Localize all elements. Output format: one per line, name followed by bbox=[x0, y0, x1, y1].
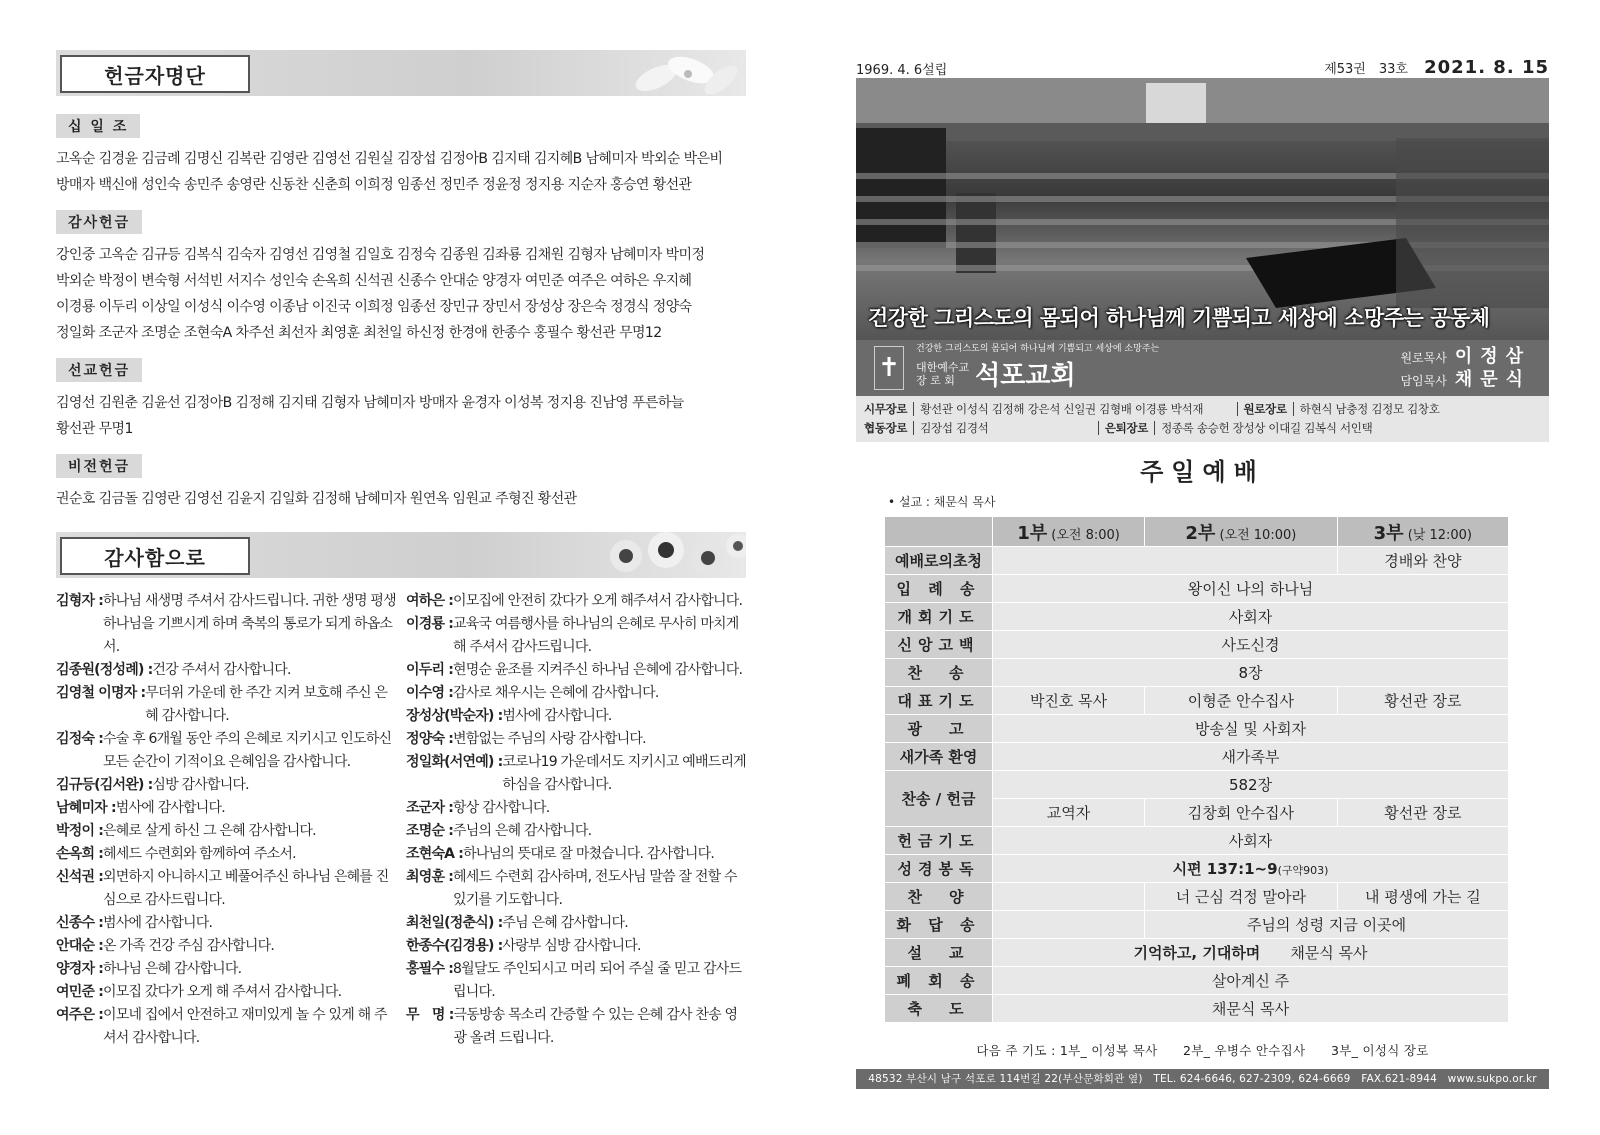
table-cell: 새가족부 bbox=[993, 743, 1509, 771]
mission-offering-title: 선교헌금 bbox=[56, 358, 142, 382]
offering-header-title: 헌금자명단 bbox=[60, 55, 250, 93]
flower-decoration-icon bbox=[596, 50, 746, 96]
gratitude-text: 하나님 은혜 감사합니다. bbox=[103, 961, 242, 977]
gratitude-entry bbox=[56, 1004, 396, 1050]
scripture-reference: 시편 137:1~9 bbox=[1172, 860, 1278, 878]
table-cell: 교역자 bbox=[993, 799, 1145, 827]
header-service-3: 3부 (낮 12:00) bbox=[1337, 517, 1508, 547]
table-row bbox=[885, 603, 1509, 631]
emeritus-elders: 하현식 남충정 김정모 김창호 bbox=[1299, 402, 1440, 416]
denomination bbox=[916, 361, 969, 387]
gratitude-entry bbox=[56, 866, 396, 912]
gratitude-name: 장성상(박순자) : bbox=[406, 708, 503, 724]
gratitude-text: 수술 후 6개월 동안 주의 은혜로 지키시고 인도하신 모든 순간이 기적이요 은혜임을 감사합니다. bbox=[103, 731, 392, 770]
thanks-offering-section bbox=[56, 204, 746, 346]
gratitude-entry bbox=[406, 613, 746, 659]
thanks-offering-names bbox=[56, 242, 746, 346]
header-service-1: 1부 (오전 8:00) bbox=[993, 517, 1145, 547]
row-label: 입 례 송 bbox=[885, 575, 993, 603]
row-label: 화 답 송 bbox=[885, 911, 993, 939]
cross-icon: ✝ bbox=[874, 346, 904, 390]
gratitude-entry bbox=[56, 981, 396, 1004]
gratitude-text: 건강 주셔서 감사합니다. bbox=[152, 662, 291, 678]
gratitude-text: 온 가족 건강 주심 감사합니다. bbox=[103, 938, 274, 954]
gratitude-header-title: 감사함으로 bbox=[60, 537, 250, 575]
gratitude-name: 신종수 : bbox=[56, 915, 104, 931]
names-line: 이경룡 이두리 이상일 이성식 이수영 이종남 이진국 이희정 임종선 장민규 장민서 장성상 장은숙 정경식 정양숙 bbox=[56, 299, 692, 315]
table-cell: 왕이신 나의 하나님 bbox=[993, 575, 1509, 603]
tithe-title: 십 일 조 bbox=[56, 114, 140, 138]
gratitude-text: 이모집에 안전히 갔다가 오게 해주셔서 감사합니다. bbox=[453, 593, 743, 609]
table-row bbox=[885, 911, 1509, 939]
table-cell: 8장 bbox=[993, 659, 1509, 687]
gratitude-entry bbox=[56, 659, 396, 682]
bulletin-topline bbox=[856, 52, 1549, 78]
gratitude-column-2 bbox=[406, 590, 746, 1050]
gratitude-name: 김정숙 : bbox=[56, 731, 104, 747]
table-cell: 황선관 장로 bbox=[1337, 799, 1508, 827]
tithe-names bbox=[56, 146, 746, 198]
scripture-page: (구약903) bbox=[1277, 864, 1329, 877]
gratitude-name: 여주은 : bbox=[56, 1007, 104, 1023]
gratitude-text: 극동방송 목소리 간증할 수 있는 은혜 감사 찬송 영광 올려 드립니다. bbox=[453, 1007, 738, 1046]
assoc-elders: 김장섭 김경석 bbox=[920, 421, 989, 435]
gratitude-name: 여민준 : bbox=[56, 984, 104, 1000]
mission-offering-section bbox=[56, 352, 746, 442]
left-page bbox=[56, 50, 746, 1050]
table-row bbox=[885, 687, 1509, 715]
row-label: 축 도 bbox=[885, 995, 993, 1023]
gratitude-text: 하나님 새생명 주셔서 감사드립니다. 귀한 생명 평생 하나님을 기쁘시게 하며 축복의 통로가 되게 하옵소서. bbox=[103, 593, 396, 655]
denomination-line: 장 로 회 bbox=[916, 373, 955, 387]
gratitude-entry bbox=[406, 797, 746, 820]
retired-elders: 정종록 송승헌 장성상 이대길 김복식 서인택 bbox=[1161, 421, 1373, 435]
table-cell: 너 근심 걱정 말아라 bbox=[1145, 883, 1338, 911]
building-offering-names bbox=[56, 486, 746, 512]
congregation-photo-image bbox=[856, 78, 1549, 340]
gratitude-entry bbox=[56, 797, 396, 820]
table-row bbox=[885, 547, 1509, 575]
emeritus-pastor-label: 원로목사 bbox=[1400, 351, 1447, 365]
table-cell: 황선관 장로 bbox=[1337, 687, 1508, 715]
volume-number: 제53권 33호 bbox=[1324, 62, 1408, 77]
gratitude-name: 정일화(서연예) : bbox=[406, 754, 503, 770]
table-cell: 사회자 bbox=[993, 603, 1509, 631]
names-line: 김영선 김원춘 김윤선 김정아B 김정해 김지태 김형자 남혜미자 방매자 윤경자 이성복 정지용 진남영 푸른하늘 bbox=[56, 395, 684, 411]
gratitude-header bbox=[56, 532, 746, 578]
header-service-2: 2부 (오전 10:00) bbox=[1145, 517, 1338, 547]
row-label: 신앙고백 bbox=[885, 631, 993, 659]
gratitude-text: 심방 감사합니다. bbox=[152, 777, 249, 793]
gratitude-name: 조현숙A : bbox=[406, 846, 464, 862]
table-cell: 김창회 안수집사 bbox=[1145, 799, 1338, 827]
gratitude-name: 김종원(정성례) : bbox=[56, 662, 153, 678]
sermon-title: 기억하고, 기대하며 bbox=[1133, 944, 1261, 962]
gratitude-name: 최천일(정춘식) : bbox=[406, 915, 503, 931]
table-row bbox=[885, 659, 1509, 687]
table-cell bbox=[993, 855, 1509, 883]
names-line: 정일화 조군자 조명순 조현숙A 차주선 최선자 최영훈 최천일 하신정 한경애 한종수 홍필수 황선관 무명12 bbox=[56, 325, 662, 341]
table-cell: 582장 bbox=[993, 771, 1509, 799]
gratitude-name: 이수영 : bbox=[406, 685, 454, 701]
gratitude-entry bbox=[406, 843, 746, 866]
table-cell: 방송실 및 사회자 bbox=[993, 715, 1509, 743]
gratitude-text: 은혜로 살게 하신 그 은혜 감사합니다. bbox=[103, 823, 316, 839]
senior-pastor-name: 채문식 bbox=[1454, 369, 1531, 390]
assoc-elders-label: 협동장로 bbox=[864, 421, 908, 435]
gratitude-name: 한종수(김경용) : bbox=[406, 938, 503, 954]
retired-elders-label: 은퇴장로 bbox=[1104, 421, 1149, 435]
gratitude-text: 하나님의 뜻대로 잘 마쳤습니다. 감사합니다. bbox=[463, 846, 715, 862]
denomination-line: 대한예수교 bbox=[916, 360, 970, 374]
table-cell: 사회자 bbox=[993, 827, 1509, 855]
gratitude-name: 남혜미자 : bbox=[56, 800, 116, 816]
gratitude-list bbox=[56, 590, 746, 1050]
gratitude-name: 신석권 : bbox=[56, 869, 104, 885]
gratitude-text: 사랑부 심방 감사합니다. bbox=[502, 938, 641, 954]
table-row bbox=[885, 743, 1509, 771]
church-contact-footer: 48532 부산시 남구 석포로 114번길 22(부산문화회관 옆) TEL. 624-6646, 627-2309, 624-6669 FAX.621-8944 www.sukpo.or.kr bbox=[856, 1069, 1549, 1089]
gratitude-name: 박정이 : bbox=[56, 823, 104, 839]
table-row bbox=[885, 967, 1509, 995]
gratitude-text: 외면하지 아니하시고 베풀어주신 하나님 은혜를 진심으로 감사드립니다. bbox=[103, 869, 389, 908]
gratitude-text: 헤세드 수련회 감사하며, 전도사님 말씀 잘 전할 수 있기를 기도합니다. bbox=[453, 869, 737, 908]
gratitude-name: 최영훈 : bbox=[406, 869, 454, 885]
gratitude-name: 홍필수 : bbox=[406, 961, 454, 977]
header-empty bbox=[885, 517, 993, 547]
table-row bbox=[885, 771, 1509, 799]
gratitude-entry bbox=[56, 728, 396, 774]
gratitude-entry bbox=[406, 820, 746, 843]
row-label: 성경봉독 bbox=[885, 855, 993, 883]
table-cell: 이형준 안수집사 bbox=[1145, 687, 1338, 715]
table-cell bbox=[993, 883, 1145, 911]
gratitude-entry bbox=[56, 820, 396, 843]
church-slogan: 건강한 그리스도의 몸되어 하나님께 기쁨되고 세상에 소망주는 공동체 bbox=[868, 306, 1490, 330]
gratitude-entry bbox=[406, 705, 746, 728]
gratitude-name: 김영철 이명자 : bbox=[56, 685, 146, 701]
active-elders: 황선관 이성식 김정해 강은석 신일권 김형배 이경룡 박석재 bbox=[920, 402, 1204, 416]
table-row bbox=[885, 995, 1509, 1023]
gratitude-name: 무 명 : bbox=[406, 1007, 454, 1023]
right-page bbox=[856, 52, 1549, 1089]
gratitude-entry bbox=[56, 590, 396, 659]
row-label: 찬송 / 헌금 bbox=[885, 771, 993, 827]
names-line: 박외순 박정이 변숙형 서석빈 서지수 성인숙 손옥희 신석권 신종수 안대순 양경자 여민준 여주은 여하은 우지혜 bbox=[56, 273, 692, 289]
preacher-note: • 설교 : 채문식 목사 bbox=[888, 495, 996, 509]
gratitude-entry bbox=[56, 843, 396, 866]
founded-date: 1969. 4. 6설립 bbox=[856, 63, 948, 78]
table-row bbox=[885, 939, 1509, 967]
table-header-row bbox=[885, 517, 1509, 547]
gratitude-text: 범사에 감사합니다. bbox=[502, 708, 612, 724]
gratitude-entry bbox=[406, 1004, 746, 1050]
names-line: 황선관 무명1 bbox=[56, 421, 133, 437]
row-label: 예배로의초청 bbox=[885, 547, 993, 575]
gratitude-text: 8월달도 주인되시고 머리 되어 주실 줄 믿고 감사드립니다. bbox=[453, 961, 742, 1000]
names-line: 권순호 김금돌 김영란 김영선 김윤지 김일화 김정해 남혜미자 원연옥 임원교 주형진 황선관 bbox=[56, 491, 577, 507]
gratitude-text: 무더위 가운데 한 주간 지켜 보호해 주신 은혜 감사합니다. bbox=[145, 685, 388, 724]
tithe-section bbox=[56, 108, 746, 198]
gratitude-text: 주님 은혜 감사합니다. bbox=[502, 915, 628, 931]
gratitude-entry bbox=[56, 774, 396, 797]
row-label: 설 교 bbox=[885, 939, 993, 967]
denomination-block bbox=[916, 344, 1159, 392]
table-cell: 주님의 성령 지금 이곳에 bbox=[1145, 911, 1509, 939]
worship-order-table bbox=[884, 516, 1509, 1023]
gratitude-text: 범사에 감사합니다. bbox=[103, 915, 213, 931]
thanks-offering-title: 감사헌금 bbox=[56, 210, 142, 234]
table-cell bbox=[993, 911, 1145, 939]
gratitude-name: 조명순 : bbox=[406, 823, 454, 839]
table-cell: 박진호 목사 bbox=[993, 687, 1145, 715]
gratitude-text: 감사로 채우시는 은혜에 감사합니다. bbox=[453, 685, 659, 701]
gratitude-text: 범사에 감사합니다. bbox=[115, 800, 225, 816]
table-row bbox=[885, 827, 1509, 855]
building-offering-section bbox=[56, 448, 746, 512]
gratitude-text: 항상 감사합니다. bbox=[453, 800, 550, 816]
active-elders-label: 시무장로 bbox=[864, 402, 908, 416]
gratitude-entry bbox=[406, 682, 746, 705]
gratitude-name: 손옥희 : bbox=[56, 846, 104, 862]
gratitude-entry bbox=[406, 728, 746, 751]
gratitude-text: 헤세드 수련회와 함께하여 주소서. bbox=[103, 846, 296, 862]
table-row bbox=[885, 575, 1509, 603]
issue-info bbox=[1324, 57, 1549, 78]
pastors bbox=[1400, 346, 1531, 392]
row-label: 개회기도 bbox=[885, 603, 993, 631]
gratitude-entry bbox=[406, 912, 746, 935]
gratitude-name: 조군자 : bbox=[406, 800, 454, 816]
elders-list bbox=[856, 396, 1549, 442]
table-cell: 경배와 찬양 bbox=[1337, 547, 1508, 575]
emeritus-elders-label: 원로장로 bbox=[1243, 402, 1287, 416]
gratitude-text: 주님의 은혜 감사합니다. bbox=[453, 823, 592, 839]
gratitude-name: 이두리 : bbox=[406, 662, 454, 678]
next-week-prayer: 다음 주 기도 : 1부_ 이성복 목사 2부_ 우병수 안수집사 3부_ 이성식 장로 bbox=[976, 1043, 1429, 1058]
gratitude-entry bbox=[406, 866, 746, 912]
gratitude-name: 여하은 : bbox=[406, 593, 454, 609]
offering-header bbox=[56, 50, 746, 96]
church-banner bbox=[856, 340, 1549, 396]
sunflower-decoration-icon bbox=[596, 532, 746, 578]
gratitude-name: 안대순 : bbox=[56, 938, 104, 954]
row-label: 대표기도 bbox=[885, 687, 993, 715]
table-cell: 사도신경 bbox=[993, 631, 1509, 659]
names-line: 방매자 백신애 성인숙 송민주 송영란 신동찬 신춘희 이희정 임종선 정민주 정윤정 정지용 지순자 홍승연 황선관 bbox=[56, 177, 692, 193]
banner-motto: 건강한 그리스도의 몸되어 하나님께 기쁨되고 세상에 소망주는 bbox=[916, 344, 1160, 354]
gratitude-text: 이모집 갔다가 오게 해 주셔서 감사합니다. bbox=[103, 984, 342, 1000]
emeritus-pastor-name: 이정삼 bbox=[1454, 346, 1531, 367]
table-cell bbox=[993, 939, 1509, 967]
names-line: 고옥순 김경윤 김금례 김명신 김복란 김영란 김영선 김원실 김장섭 김정아B 김지태 김지혜B 남혜미자 박외순 박은비 bbox=[56, 151, 723, 167]
gratitude-entry bbox=[56, 935, 396, 958]
church-name: 석포교회 bbox=[975, 361, 1076, 391]
gratitude-entry bbox=[56, 958, 396, 981]
row-label: 폐 회 송 bbox=[885, 967, 993, 995]
row-label: 찬 송 bbox=[885, 659, 993, 687]
gratitude-text: 교육국 여름행사를 하나님의 은혜로 무사히 마치게 해 주셔서 감사드립니다. bbox=[453, 616, 739, 655]
gratitude-column-1 bbox=[56, 590, 396, 1050]
table-row bbox=[885, 883, 1509, 911]
gratitude-name: 김형자 : bbox=[56, 593, 104, 609]
table-row bbox=[885, 715, 1509, 743]
bulletin-date: 2021. 8. 15 bbox=[1424, 57, 1549, 78]
table-cell: 채문식 목사 bbox=[993, 995, 1509, 1023]
gratitude-name: 정양숙 : bbox=[406, 731, 454, 747]
gratitude-name: 양경자 : bbox=[56, 961, 104, 977]
gratitude-entry bbox=[406, 751, 746, 797]
row-label: 찬 양 bbox=[885, 883, 993, 911]
table-cell: 내 평생에 가는 길 bbox=[1337, 883, 1508, 911]
building-offering-title: 비전헌금 bbox=[56, 454, 142, 478]
congregation-photo bbox=[856, 78, 1549, 340]
gratitude-entry bbox=[406, 958, 746, 1004]
gratitude-name: 이경룡 : bbox=[406, 616, 454, 632]
mission-offering-names bbox=[56, 390, 746, 442]
table-row bbox=[885, 855, 1509, 883]
names-line: 강인중 고옥순 김규등 김복식 김숙자 김영선 김영철 김일호 김정숙 김종원 김좌룡 김채원 김형자 남혜미자 박미정 bbox=[56, 247, 705, 263]
table-cell: 살아계신 주 bbox=[993, 967, 1509, 995]
service-title: 주일예배 bbox=[1140, 458, 1265, 486]
gratitude-entry bbox=[406, 659, 746, 682]
gratitude-entry bbox=[406, 590, 746, 613]
gratitude-text: 변함없는 주님의 사랑 감사합니다. bbox=[453, 731, 646, 747]
gratitude-text: 이모네 집에서 안전하고 재미있게 놀 수 있게 해 주셔서 감사합니다. bbox=[103, 1007, 387, 1046]
row-label: 광 고 bbox=[885, 715, 993, 743]
gratitude-text: 현명순 윤조를 지켜주신 하나님 은혜에 감사합니다. bbox=[453, 662, 743, 678]
gratitude-name: 김규등(김서완) : bbox=[56, 777, 153, 793]
senior-pastor-label: 담임목사 bbox=[1400, 374, 1447, 388]
gratitude-entry bbox=[56, 912, 396, 935]
row-label: 새가족 환영 bbox=[885, 743, 993, 771]
gratitude-text: 코로나19 가운데서도 지키시고 예배드리게 하심을 감사합니다. bbox=[502, 754, 746, 793]
row-label: 헌금기도 bbox=[885, 827, 993, 855]
sermon-preacher: 채문식 목사 bbox=[1290, 944, 1368, 962]
gratitude-entry bbox=[406, 935, 746, 958]
table-row bbox=[885, 631, 1509, 659]
table-cell bbox=[993, 547, 1338, 575]
gratitude-entry bbox=[56, 682, 396, 728]
